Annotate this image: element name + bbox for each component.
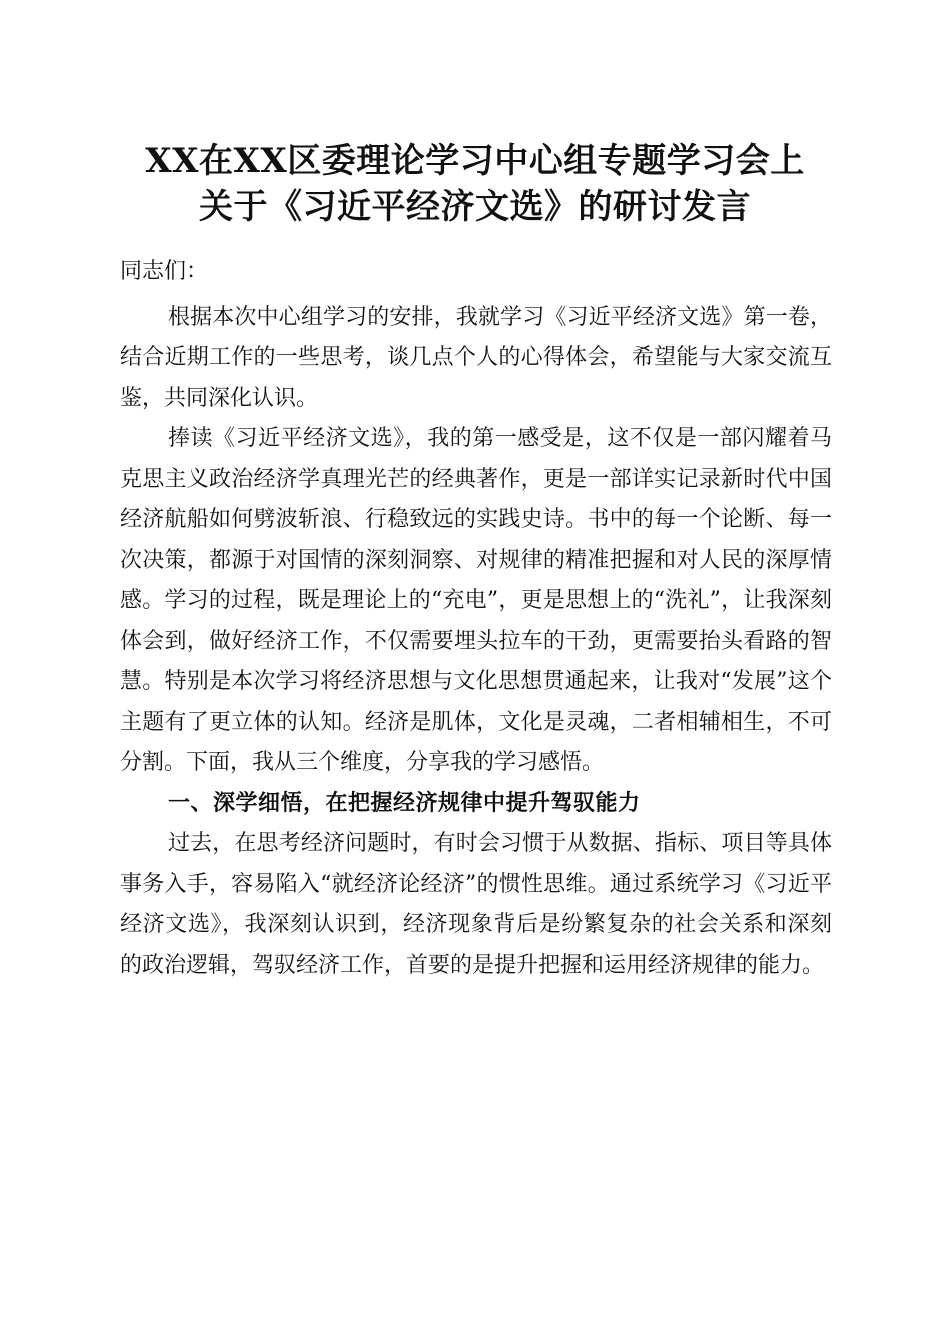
salutation: 同志们： xyxy=(120,259,209,284)
paragraph-impression: 捧读《习近平经济文选》，我的第一感受是，这不仅是一部闪耀着马克思主义政治经济学真理光芒的经典著作，更是一部详实记录新时代中国经济航船如何劈波斩浪、行稳致远的实践史诗。书中的每一个论断、每一次决策，都源于对国情的深刻洞察、对规律的精准把握和对人民的深厚情感。学习的过程，既是理论上的“充电”，更是思想上的“洗礼”，让我深刻体会到，做好经济工作，不仅需要埋头拉车的干劲，更需要抬头看路的智慧。特别是本次学习将经济思想与文化思想贯通起来，让我对“发展”这个主题有了更立体的认知。经济是肌体，文化是灵魂，二者相辅相生，不可分割。下面，我从三个维度，分享我的学习感悟。 xyxy=(120,426,832,775)
paragraph-section-1: 过去，在思考经济问题时，有时会习惯于从数据、指标、项目等具体事务入手，容易陷入“就经济论经济”的惯性思维。通过系统学习《习近平经济文选》，我深刻认识到，经济现象背后是纷繁复杂的社会关系和深刻的政治逻辑，驾驭经济工作，首要的是提升把握和运用经济规律的能力。 xyxy=(120,831,832,978)
title-line-2: 关于《习近平经济文选》的研讨发言 xyxy=(199,187,751,227)
document-body xyxy=(120,252,832,986)
document-title xyxy=(60,138,890,230)
section-heading-1: 一、深学细悟，在把握经济规律中提升驾驭能力 xyxy=(168,790,641,816)
title-line-1: XX在XX区委理论学习中心组专题学习会上 xyxy=(145,141,805,181)
paragraph-intro: 根据本次中心组学习的安排，我就学习《习近平经济文选》第一卷，结合近期工作的一些思考，谈几点个人的心得体会，希望能与大家交流互鉴，共同深化认识。 xyxy=(120,304,832,411)
